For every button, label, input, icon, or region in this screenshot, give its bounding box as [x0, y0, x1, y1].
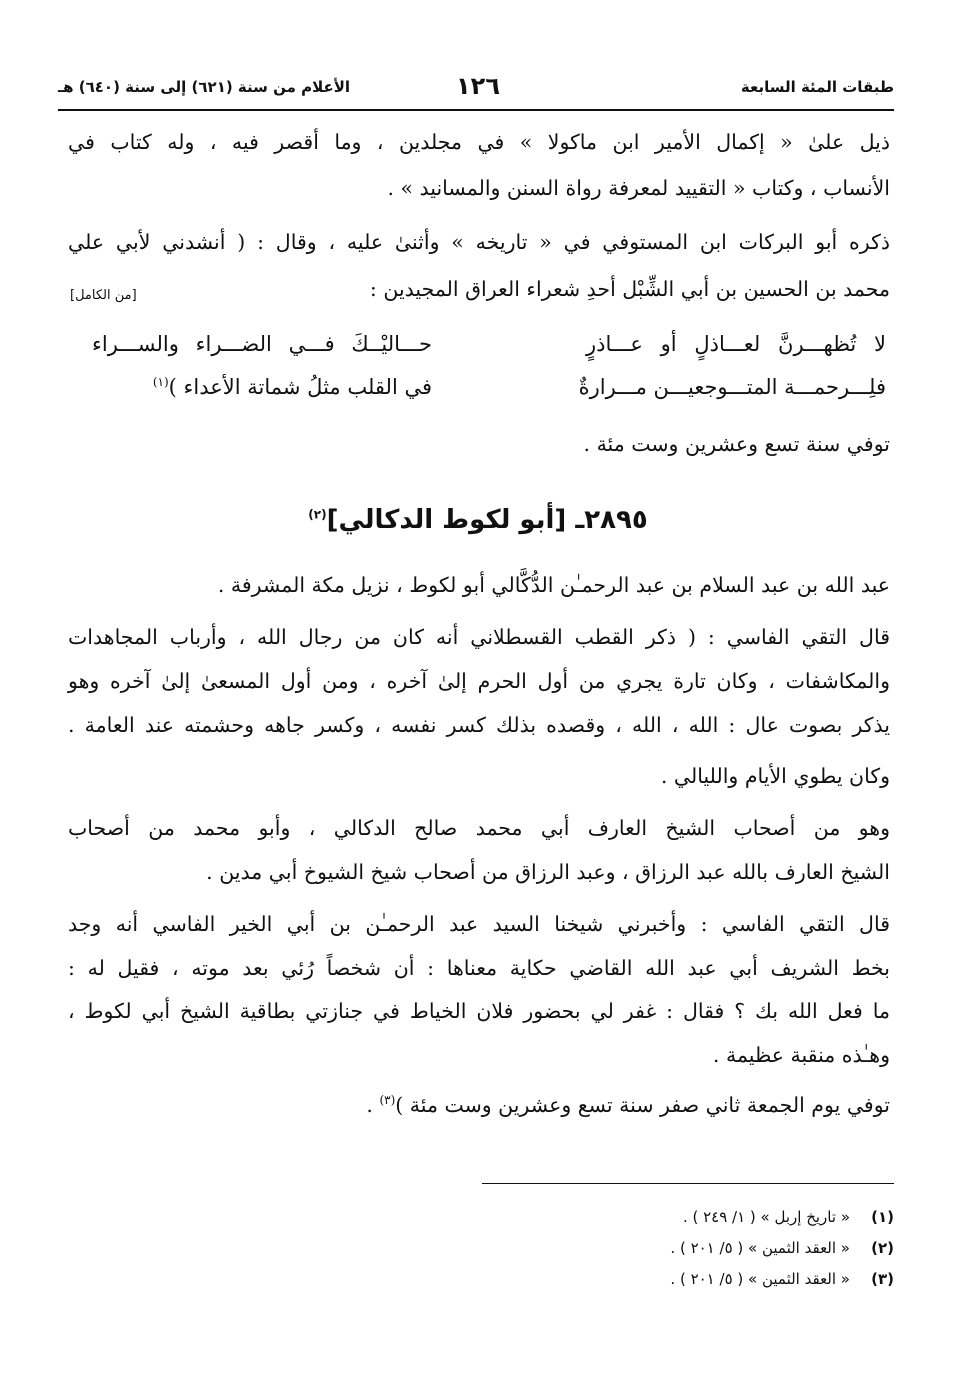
text-line: وهـٰذه منقبة عظيمة . [712, 1043, 890, 1067]
footnote-ref: (٢) [308, 507, 327, 522]
poem-hemistich-last [92, 375, 432, 399]
text-line: محمد بن الحسين بن أبي الشِّبْل أحدِ شعراء العراق المجيدين : [369, 277, 890, 301]
page-number: ١٢٦ [456, 72, 500, 100]
poem-text: في القلب مثلُ شماتة الأعداء ) [168, 375, 432, 399]
text-line: قال التقي الفاسي : وأخبرني شيخنا السيد عبد الرحمـٰن بن أبي الخير الفاسي أنه وجد [68, 912, 890, 936]
poem-hemistich: فلِـــرحمـــة المتـــوجعيـــن مـــرارةٌ [578, 375, 886, 399]
text-line: توفي سنة تسع وعشرين وست مئة . [583, 432, 890, 456]
text-line: وهو من أصحاب الشيخ العارف أبي محمد صالح الدكالي ، وأبو محمد من أصحاب [68, 816, 890, 840]
text-line: يذكر بصوت عال : الله ، الله ، وقصده بذلك كسر نفسه ، وكسر جاهه وحشمته عند العامة . [68, 713, 890, 737]
text-line: قال التقي الفاسي : ( ذكر القطب القسطلاني أنه كان من رجال الله ، وأرباب المجاهدات [68, 625, 890, 649]
poem-hemistich: لا تُظهـــرنَّ لعـــاذلٍ أو عـــاذرٍ [586, 332, 886, 356]
text-line: عبد الله بن عبد السلام بن عبد الرحمـٰن الدُّكَّالي أبو لكوط ، نزيل مكة المشرفة . [217, 573, 890, 597]
text-line: ما فعل الله بك ؟ فقال : غفر لي بحضور فلان الخياط في جنازتي بطاقية الشيخ أبي لكوط ، [68, 999, 891, 1023]
text-line: ذكره أبو البركات ابن المستوفي في « تاريخه » وأثنىٰ عليه ، وقال : ( أنشدني لأبي علي [68, 230, 890, 254]
text-line: وكان يطوي الأيام والليالي . [660, 764, 890, 788]
footnote-number: (٣) [871, 1270, 894, 1288]
death-text: توفي يوم الجمعة ثاني صفر سنة تسع وعشرين وست مئة ) [395, 1092, 890, 1117]
text-line [68, 1094, 890, 1115]
footnote [670, 1239, 894, 1257]
footnote-text: « العقد الثمين » ( ٥/ ٢٠١ ) . [670, 1239, 850, 1257]
footnote-ref: (٣) [379, 1093, 396, 1107]
footnote-text: « تاريخ إربل » ( ١/ ٢٤٩ ) . [682, 1208, 850, 1226]
meter-tag: [من الكامل] [70, 288, 137, 303]
entry-title-text: ٢٨٩٥ـ [أبو لكوط الدكالي] [326, 505, 648, 535]
footnote-rule [482, 1183, 894, 1184]
poem-hemistich: حـــاليْــكَ فـــي الضـــراء والســـراء [92, 332, 432, 356]
footnote-ref: (١) [152, 375, 169, 389]
text-line: الأنساب ، وكتاب « التقييد لمعرفة رواة السنن والمسانيد » . [387, 176, 890, 200]
death-text-end: . [366, 1092, 380, 1117]
text-line: الشيخ العارف بالله عبد الرزاق ، وعبد الرزاق من أصحاب شيخ الشيوخ أبي مدين . [206, 860, 890, 884]
text-line: ذيل علىٰ « إكمال الأمير ابن ماكولا » في مجلدين ، وما أقصر فيه ، وله كتاب في [68, 130, 890, 154]
footnote [683, 1208, 894, 1226]
running-header-right: طبقات المئة السابعة [740, 78, 894, 96]
text-line: بخط الشريف أبي عبد الله القاضي حكاية معناها : أن شخصاً رُئي بعد موته ، فقيل له : [68, 956, 890, 980]
footnote-number: (٢) [871, 1239, 894, 1257]
footnote-number: (١) [871, 1208, 894, 1226]
running-header-left: الأعلام من سنة (٦٢١) إلى سنة (٦٤٠) هـ [58, 78, 351, 96]
footnote-text: « العقد الثمين » ( ٥/ ٢٠١ ) . [670, 1270, 850, 1288]
footnote [670, 1270, 894, 1288]
header-rule [58, 109, 894, 111]
text-line: والمكاشفات ، وكان تارة يجري من أول الحرم إلىٰ آخره ، ومن أول المسعىٰ إلىٰ آخره وهو [68, 669, 890, 693]
entry-title [0, 505, 956, 535]
